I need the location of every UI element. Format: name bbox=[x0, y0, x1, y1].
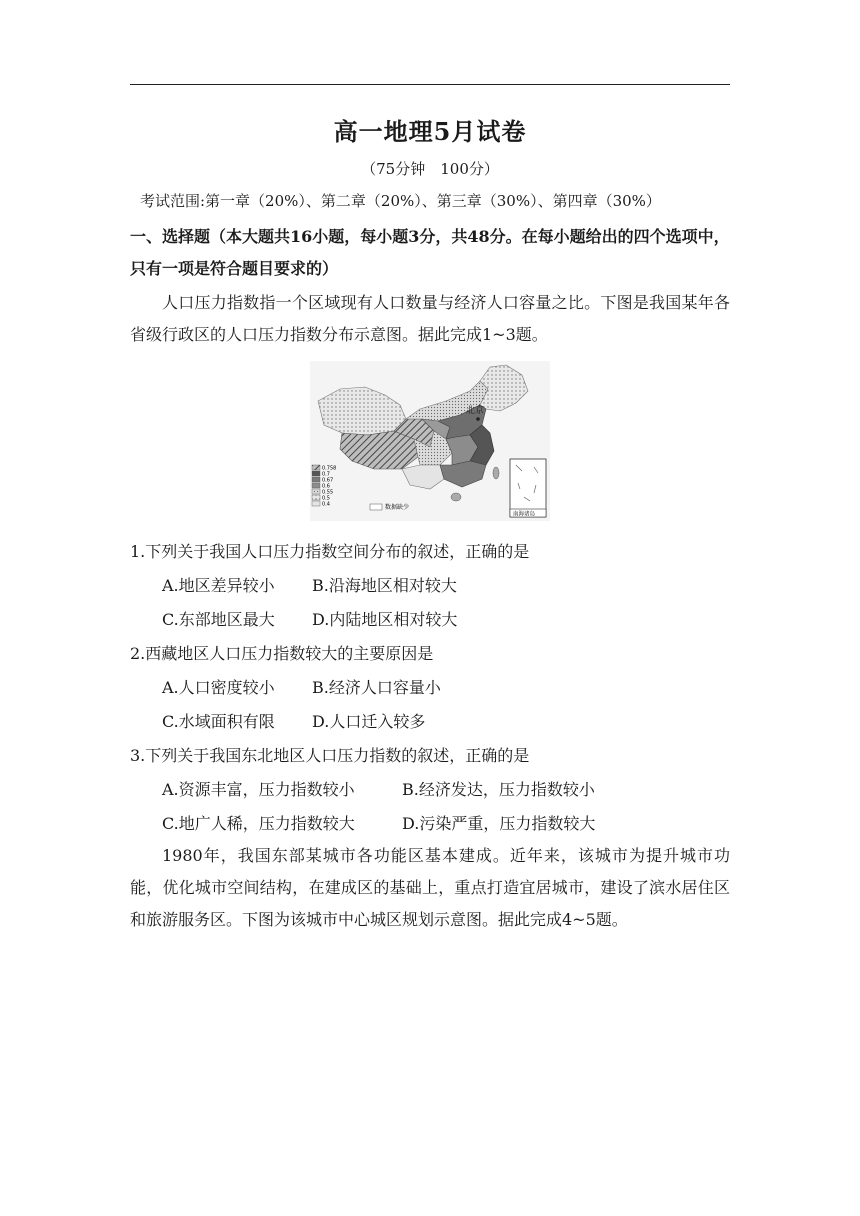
question-2-option-a: A.人口密度较小 bbox=[162, 678, 275, 697]
question-1-option-b: B.沿海地区相对较大 bbox=[312, 576, 457, 595]
legend-value: 0.6 bbox=[322, 483, 330, 490]
section-heading: 一、选择题（本大题共16小题，每小题3分，共48分。在每小题给出的四个选项中，只有一项是符合题目要求的） bbox=[130, 227, 730, 278]
passage-intro-1: 人口压力指数指一个区域现有人口数量与经济人口容量之比。下图是我国某年各省级行政区的人口压力指数分布示意图。据此完成1~3题。 bbox=[130, 293, 730, 344]
south-china-sea-inset bbox=[510, 459, 546, 518]
question-1-option-c: C.东部地区最大 bbox=[162, 610, 275, 629]
question-2-option-c: C.水域面积有限 bbox=[162, 712, 275, 731]
question-1-stem: 1.下列关于我国人口压力指数空间分布的叙述，正确的是 bbox=[130, 542, 530, 561]
legend-value: 0.7 bbox=[322, 471, 330, 478]
exam-duration-score: （75分钟 100分） bbox=[361, 160, 499, 178]
beijing-marker bbox=[476, 417, 480, 421]
question-3-option-d: D.污染严重，压力指数较大 bbox=[402, 814, 596, 833]
passage-intro-2: 1980年，我国东部某城市各功能区基本建成。近年来，该城市为提升城市功能，优化城市空间结构，在建成区的基础上，重点打造宜居城市，建设了滨水居住区和旅游服务区。下图为该城市中心城区规划示意图。据此完成4~5题。 bbox=[130, 846, 730, 929]
legend-nodata-label: 数据缺少 bbox=[385, 504, 410, 511]
question-3-stem: 3.下列关于我国东北地区人口压力指数的叙述，正确的是 bbox=[130, 746, 530, 765]
exam-scope: 考试范围:第一章（20%）、第二章（20%）、第三章（30%）、第四章（30%） bbox=[140, 192, 661, 210]
question-2-stem: 2.西藏地区人口压力指数较大的主要原因是 bbox=[130, 644, 434, 663]
header-rule bbox=[130, 84, 730, 85]
legend-value: 0.55 bbox=[322, 489, 334, 496]
question-3-option-a: A.资源丰富，压力指数较小 bbox=[162, 780, 355, 799]
question-2-option-d: D.人口迁入较多 bbox=[312, 712, 426, 731]
inset-label: 南海诸岛 bbox=[513, 511, 536, 518]
question-3-option-b: B.经济发达，压力指数较小 bbox=[402, 780, 595, 799]
page-title: 高一地理5月试卷 bbox=[333, 117, 527, 146]
legend-value: 0.67 bbox=[322, 477, 334, 484]
question-3-option-c: C.地广人稀，压力指数较大 bbox=[162, 814, 355, 833]
legend-value: 0.4 bbox=[322, 501, 330, 508]
question-1-option-d: D.内陆地区相对较大 bbox=[312, 610, 458, 629]
legend-value: 0.758 bbox=[322, 465, 337, 472]
legend-value: 0.5 bbox=[322, 495, 330, 502]
region-taiwan bbox=[493, 467, 499, 479]
region-hainan bbox=[451, 493, 461, 501]
beijing-label: 北京 bbox=[466, 406, 485, 416]
question-2-option-b: B.经济人口容量小 bbox=[312, 678, 441, 697]
population-pressure-map bbox=[310, 361, 550, 521]
question-1-option-a: A.地区差异较小 bbox=[162, 576, 275, 595]
